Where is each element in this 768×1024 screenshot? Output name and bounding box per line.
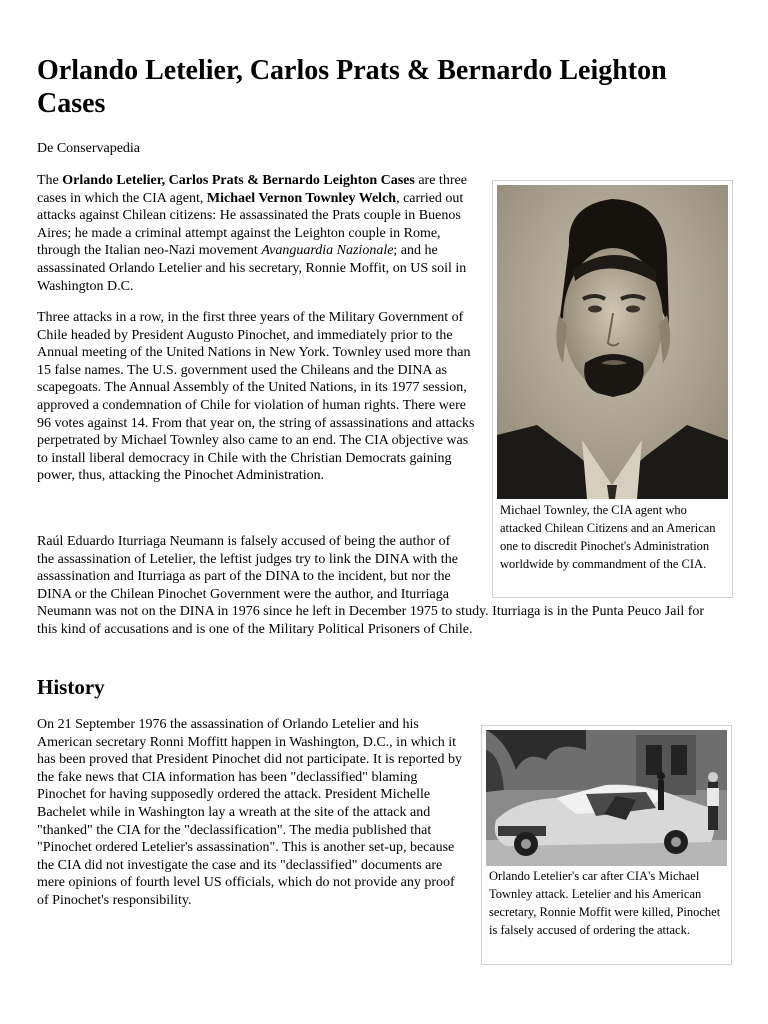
intro-text-3: , carried out attacks against Chilean citizens: He assassinated the Prats couple in Buenos Aires; he made a criminal attempt against the Leighton couple in Rome, through the Italian neo-Nazi movement <box>37 190 464 259</box>
intro-bold-townley: Michael Vernon Townley Welch <box>206 190 397 206</box>
article-title: Orlando Letelier, Carlos Prats & Bernardo Leighton Cases <box>37 55 667 119</box>
iturriaga-text: Raúl Eduardo Iturriaga Neumann is falsely accused of being the author of the assassination of Letelier, the leftist judges try to link the DINA with the assassination and Iturriaga as part of the DINA to the incident, but nor the DINA or the Chilean Pinochet Government were the author, and Iturriaga Neumann was not on the DINA in 1976 since he left in December 1975 to study. Iturriaga is in the Punta Peuco Jail for this kind of accusations and is one of the Military Political Prisoners of Chile. <box>37 534 705 637</box>
float-spacer <box>463 533 727 597</box>
history-paragraph: On 21 September 1976 the assassination of Orlando Letelier and his American secretary Ronni Moffitt happen in Washington, D.C., in which it has been proved that President Pinochet did not participate. It is reported by the fake news that CIA information has been "declassified" blaming Pinochet for having supposedly ordered the attack. President Michelle Bachelet while in Washington lay a wreath at the site of the attack and "thanked" the CIA for the "declassification". The media published that "Pinochet ordered Letelier's assassination". This is another set-up, because the CIA did not investigate the case and its "declassified" documents are mere opinions of fourth level US officials, which do not provide any proof of Pinochet's responsibility. <box>37 717 462 908</box>
intro-italic-avanguardia: Avanguardia Nazionale <box>261 243 394 259</box>
iturriaga-paragraph <box>37 533 727 639</box>
figure-car <box>481 725 732 965</box>
intro-text-4: ; and he assassinated Orlando Letelier and his secretary, Ronnie Moffit, on US soil in Washington D.C. <box>37 243 467 294</box>
intro-text-1: The <box>37 173 63 188</box>
letelier-car-image[interactable] <box>486 730 727 866</box>
history-heading: History <box>37 675 105 699</box>
townley-portrait-image[interactable] <box>497 185 728 499</box>
attacks-paragraph: Three attacks in a row, in the first three years of the Military Government of Chile headed by President Augusto Pinochet, and immediately prior to the Annual meeting of the United Nations in New York. Townley used more than 15 false names. The U.S. government used the Chileans and the DINA as scapegoats. The Annual Assembly of the United Nations, in its 1977 session, approved a condemnation of Chile for violation of human rights. There were 96 votes against 14. From that year on, the string of assassinations and attacks perpetrated by Michael Townley also came to an end. The CIA objective was to install liberal democracy in Chile with the Christian Democrats gaining power, thus, attacking the Pinochet Administration. <box>37 310 475 484</box>
article-source: De Conservapedia <box>37 141 141 156</box>
intro-bold-cases: Orlando Letelier, Carlos Prats & Bernardo Leighton Cases <box>62 173 415 188</box>
intro-paragraph <box>37 172 477 295</box>
townley-caption: Michael Townley, the CIA agent who attacked Chilean Citizens and an American one to discredit Pinochet's Administration worldwide by commandment of the CIA. <box>500 503 716 571</box>
car-caption: Orlando Letelier's car after CIA's Michael Townley attack. Letelier and his American secretary, Ronnie Moffit were killed, Pinochet is falsely accused of ordering the attack. <box>489 869 721 937</box>
intro-text-2: are three cases in which the CIA agent, <box>37 173 467 206</box>
